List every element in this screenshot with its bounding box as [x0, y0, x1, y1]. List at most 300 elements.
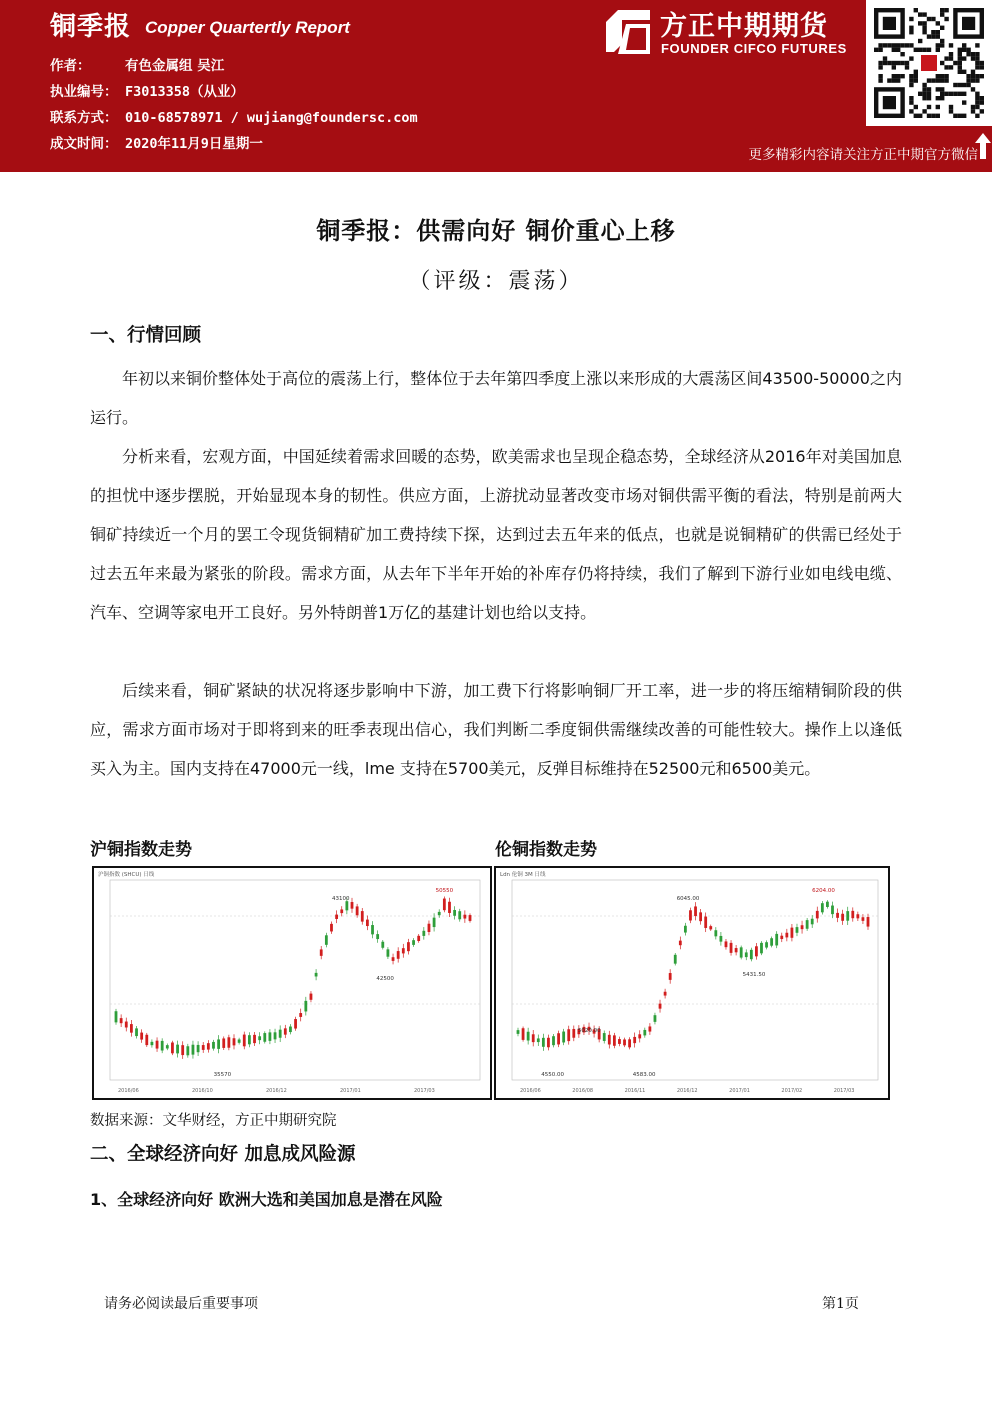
- qr-module: [896, 48, 900, 52]
- candle-body: [238, 1039, 241, 1042]
- qr-module: [922, 87, 926, 91]
- qr-module: [936, 87, 940, 91]
- chart-shfe-copper: [92, 866, 492, 1100]
- candle-body: [371, 925, 374, 934]
- qr-module: [944, 65, 948, 69]
- candle-body: [366, 920, 369, 926]
- candle-body: [755, 946, 758, 956]
- candle-body: [376, 934, 379, 939]
- shfe-candlestick-chart: [94, 868, 490, 1098]
- qr-module: [922, 83, 926, 87]
- candle-body: [217, 1039, 220, 1048]
- qr-module: [931, 34, 935, 38]
- qr-module: [971, 87, 975, 91]
- candle-body: [135, 1028, 138, 1036]
- qr-module: [909, 56, 913, 60]
- candle-body: [770, 938, 773, 945]
- qr-module: [975, 74, 979, 78]
- candle-body: [623, 1039, 626, 1045]
- candle-body: [552, 1036, 555, 1045]
- candle-body: [517, 1030, 520, 1034]
- qr-module: [975, 61, 979, 65]
- candle-body: [709, 926, 712, 929]
- candle-body: [801, 925, 804, 929]
- qr-module: [878, 43, 882, 47]
- candle-body: [567, 1029, 570, 1041]
- candle-body: [412, 940, 415, 945]
- qr-module: [975, 100, 979, 104]
- candle-body: [325, 935, 328, 945]
- candle-body: [397, 951, 400, 959]
- candle-body: [765, 942, 768, 947]
- candle-body: [171, 1043, 174, 1054]
- qr-module: [909, 26, 913, 30]
- date-tick-label: 2017/01: [729, 1088, 750, 1094]
- qr-module: [927, 48, 931, 52]
- candle-body: [633, 1037, 636, 1043]
- candle-body: [522, 1028, 525, 1040]
- qr-module: [958, 65, 962, 69]
- license-value: F3013358（从业）: [125, 84, 245, 100]
- candle-body: [222, 1038, 225, 1047]
- price-annotation: 4583.00: [632, 1072, 656, 1078]
- qr-code-icon: [866, 0, 992, 126]
- qr-module: [887, 78, 891, 82]
- qr-module: [936, 105, 940, 109]
- qr-module: [918, 21, 922, 25]
- qr-module: [878, 65, 882, 69]
- candle-body: [263, 1033, 266, 1042]
- qr-module: [914, 70, 918, 74]
- date-tick-label: 2017/03: [833, 1088, 855, 1094]
- price-annotation: 35570: [213, 1072, 232, 1078]
- candle-body: [851, 911, 854, 918]
- candle-body: [862, 917, 865, 921]
- candle-body: [608, 1035, 611, 1045]
- qr-module: [927, 114, 931, 118]
- chart-bg: [496, 868, 888, 1098]
- price-annotation: 50550: [435, 888, 454, 894]
- brand-name-en: FOUNDER CIFCO FUTURES: [661, 41, 847, 56]
- qr-module: [922, 109, 926, 113]
- candle-body: [330, 924, 333, 932]
- candle-body: [791, 928, 794, 938]
- qr-module: [975, 96, 979, 100]
- qr-module: [922, 26, 926, 30]
- qr-module: [975, 65, 979, 69]
- candle-body: [151, 1042, 154, 1045]
- candle-body: [719, 936, 722, 942]
- qr-module: [931, 78, 935, 82]
- candle-body: [192, 1045, 195, 1055]
- qr-module: [909, 83, 913, 87]
- qr-module: [975, 78, 979, 82]
- qr-module: [914, 105, 918, 109]
- candle-body: [648, 1026, 651, 1031]
- candle-body: [659, 1004, 662, 1009]
- qr-module: [874, 48, 878, 52]
- qr-module: [878, 48, 882, 52]
- qr-module: [962, 48, 966, 52]
- price-annotation: 43100: [332, 896, 350, 902]
- qr-module: [971, 56, 975, 60]
- qr-module: [980, 74, 984, 78]
- candle-body: [826, 902, 829, 907]
- candle-body: [750, 950, 753, 959]
- qr-module: [936, 21, 940, 25]
- candle-body: [417, 936, 420, 941]
- report-type-subtitle: Copper Quartertly Report: [145, 18, 350, 37]
- qr-finder-core: [962, 17, 975, 30]
- qr-module: [936, 30, 940, 34]
- qr-module: [896, 61, 900, 65]
- qr-module: [962, 43, 966, 47]
- candle-body: [161, 1041, 164, 1051]
- qr-module: [909, 109, 913, 113]
- qr-module: [936, 43, 940, 47]
- qr-module: [980, 61, 984, 65]
- candle-body: [130, 1024, 133, 1033]
- qr-module: [949, 65, 953, 69]
- candle-body: [294, 1019, 297, 1028]
- qr-module: [878, 61, 882, 65]
- qr-module: [927, 78, 931, 82]
- date-tick-label: 2016/06: [520, 1088, 541, 1094]
- price-annotation: 6045.00: [676, 896, 700, 902]
- data-source: 数据来源：文华财经，方正中期研究院: [90, 1113, 337, 1129]
- candle-body: [714, 930, 717, 936]
- candle-body: [603, 1033, 606, 1041]
- candle-body: [212, 1042, 215, 1049]
- qr-module: [980, 65, 984, 69]
- qr-module: [922, 12, 926, 16]
- candle-body: [542, 1038, 545, 1047]
- candle-body: [458, 911, 461, 919]
- candle-body: [699, 912, 702, 921]
- candle-body: [537, 1038, 540, 1042]
- qr-module: [918, 48, 922, 52]
- candle-body: [796, 927, 799, 933]
- qr-module: [931, 17, 935, 21]
- qr-module: [940, 87, 944, 91]
- candle-body: [356, 906, 359, 915]
- qr-module: [878, 74, 882, 78]
- qr-module: [918, 39, 922, 43]
- qr-module: [962, 83, 966, 87]
- candle-body: [785, 933, 788, 938]
- candle-body: [643, 1030, 646, 1035]
- qr-module: [944, 74, 948, 78]
- date-tick-label: 2016/12: [676, 1088, 698, 1094]
- candle-body: [335, 915, 338, 919]
- date-tick-label: 2016/11: [624, 1088, 646, 1094]
- qr-module: [958, 70, 962, 74]
- qr-module: [949, 92, 953, 96]
- candle-body: [289, 1027, 292, 1033]
- qr-module: [966, 83, 970, 87]
- candle-body: [704, 917, 707, 928]
- brand-name-cn: 方正中期期货: [660, 11, 828, 42]
- qr-module: [966, 48, 970, 52]
- qr-module: [980, 96, 984, 100]
- qr-module: [966, 74, 970, 78]
- qr-module: [953, 61, 957, 65]
- qr-module: [962, 100, 966, 104]
- qr-module: [936, 114, 940, 118]
- subsection-heading-risks: 1、全球经济向好 欧洲大选和美国加息是潜在风险: [90, 1190, 443, 1209]
- date-tick-label: 2017/01: [340, 1088, 361, 1094]
- qr-module: [883, 43, 887, 47]
- qr-module: [931, 30, 935, 34]
- candle-body: [340, 909, 343, 913]
- price-annotation: 6204.00: [812, 888, 835, 894]
- qr-module: [980, 109, 984, 113]
- qr-module: [887, 61, 891, 65]
- candle-body: [438, 912, 441, 915]
- qr-module: [971, 109, 975, 113]
- qr-module: [971, 52, 975, 56]
- chart-caption-lme: 伦铜指数走势: [495, 840, 597, 860]
- qr-module: [962, 70, 966, 74]
- qr-module: [975, 105, 979, 109]
- price-annotation: 42500: [376, 976, 394, 982]
- contact-label: 联系方式：: [50, 110, 118, 126]
- qr-module: [892, 61, 896, 65]
- qr-module: [944, 8, 948, 12]
- candle-body: [422, 931, 425, 936]
- candle-body: [443, 899, 446, 911]
- report-type-title: 铜季报: [50, 12, 132, 42]
- contact-value: 010-68578971 / wujiang@foundersc.com: [125, 110, 418, 126]
- candle-body: [125, 1022, 128, 1028]
- qr-module: [962, 114, 966, 118]
- document-title: 铜季报：供需向好 铜价重心上移: [316, 217, 676, 245]
- qr-module: [892, 65, 896, 69]
- qr-module: [936, 78, 940, 82]
- candle-body: [304, 1001, 307, 1012]
- candle-body: [448, 902, 451, 913]
- qr-module: [927, 17, 931, 21]
- candle-body: [557, 1033, 560, 1044]
- qr-module: [949, 56, 953, 60]
- candle-body: [689, 910, 692, 920]
- candle-body: [674, 955, 677, 964]
- candle-body: [760, 943, 763, 953]
- qr-module: [909, 30, 913, 34]
- qr-module: [958, 56, 962, 60]
- date-row: [50, 132, 263, 152]
- date-label: 成文时间：: [50, 136, 118, 152]
- qr-module: [909, 74, 913, 78]
- qr-module: [940, 78, 944, 82]
- qr-module: [940, 92, 944, 96]
- candle-body: [381, 942, 384, 948]
- candle-body: [811, 919, 814, 925]
- qr-module: [971, 78, 975, 82]
- candle-body: [233, 1038, 236, 1045]
- candle-body: [841, 914, 844, 921]
- qr-module: [958, 61, 962, 65]
- candle-body: [532, 1034, 535, 1042]
- candle-body: [243, 1035, 246, 1047]
- qr-module: [892, 48, 896, 52]
- qr-module: [905, 65, 909, 69]
- follow-wechat-text: 更多精彩内容请关注方正中期官方微信: [748, 147, 978, 163]
- candle-body: [227, 1037, 230, 1047]
- qr-module: [883, 56, 887, 60]
- qr-module: [914, 114, 918, 118]
- candle-body: [299, 1013, 302, 1017]
- qr-module: [936, 34, 940, 38]
- qr-module: [958, 48, 962, 52]
- qr-module: [922, 48, 926, 52]
- qr-module: [927, 34, 931, 38]
- candle-body: [730, 943, 733, 953]
- qr-module: [918, 12, 922, 16]
- candle-body: [315, 973, 318, 977]
- candle-body: [166, 1045, 169, 1048]
- qr-module: [958, 52, 962, 56]
- candle-body: [836, 913, 839, 918]
- qr-module: [936, 48, 940, 52]
- candle-body: [775, 934, 778, 946]
- qr-module: [975, 43, 979, 47]
- qr-module: [883, 61, 887, 65]
- candle-body: [613, 1035, 616, 1045]
- qr-module: [896, 74, 900, 78]
- chart-bg: [94, 868, 490, 1098]
- qr-module: [936, 74, 940, 78]
- candle-body: [780, 936, 783, 939]
- qr-module: [971, 74, 975, 78]
- license-label: 执业编号：: [50, 84, 118, 100]
- qr-module: [940, 43, 944, 47]
- chart-header-text: 沪铜指数 (SHCU) 日线: [98, 872, 155, 878]
- qr-module: [931, 114, 935, 118]
- qr-module: [900, 52, 904, 56]
- qr-module: [892, 74, 896, 78]
- candle-body: [453, 910, 456, 916]
- date-tick-label: 2016/10: [192, 1088, 213, 1094]
- candle-body: [176, 1045, 179, 1054]
- qr-module: [922, 92, 926, 96]
- qr-module: [958, 114, 962, 118]
- qr-module: [927, 105, 931, 109]
- candle-body: [345, 901, 348, 910]
- qr-module: [953, 114, 957, 118]
- qr-module: [909, 78, 913, 82]
- qr-module: [944, 56, 948, 60]
- candle-body: [572, 1029, 575, 1038]
- candle-body: [274, 1032, 277, 1039]
- qr-module: [958, 92, 962, 96]
- date-tick-label: 2017/02: [781, 1088, 803, 1094]
- candle-body: [831, 906, 834, 915]
- chart-lme-copper: [494, 866, 890, 1100]
- report-header: [0, 0, 992, 172]
- price-annotation: 5431.50: [742, 972, 766, 978]
- candle-body: [145, 1035, 148, 1045]
- candle-body: [181, 1045, 184, 1055]
- candle-body: [547, 1038, 550, 1047]
- candle-body: [745, 952, 748, 957]
- license-row: [50, 80, 244, 100]
- contact-row: [50, 106, 418, 126]
- candle-body: [684, 926, 687, 933]
- qr-module: [914, 8, 918, 12]
- qr-module: [953, 83, 957, 87]
- qr-module: [896, 43, 900, 47]
- candle-body: [725, 941, 728, 947]
- qr-module: [971, 105, 975, 109]
- qr-module: [914, 78, 918, 82]
- date-tick-label: 2016/06: [118, 1088, 139, 1094]
- page-number: 第1页: [822, 1296, 859, 1312]
- qr-module: [971, 70, 975, 74]
- candle-body: [654, 1015, 657, 1022]
- paragraph-analysis: 分析来看，宏观方面，中国延续着需求回暖的态势，欧美需求也呈现企稳态势，全球经济从2016年对美国加息的担忧中逐步摆脱，开始显现本身的韧性。供应方面，上游扰动显著改变市场对铜供需平衡的看法，特别是前两大铜矿持续近一个月的罢工令现货铜精矿加工费持续下探，达到过去五年来的低点，也就是说铜精矿的供需已经处于过去五年来最为紧张的阶段。需求方面，从去年下半年开始的补库存仍将持续，我们了解到下游行业如电线电缆、汽车、空调等家电开工良好。另外特朗普1万亿的基建计划也给以支持。: [90, 447, 902, 622]
- candle-body: [207, 1043, 210, 1049]
- candle-body: [433, 918, 436, 927]
- candle-body: [115, 1011, 118, 1022]
- candle-body: [248, 1035, 251, 1044]
- candle-body: [740, 947, 743, 957]
- candle-body: [392, 957, 395, 961]
- candle-body: [310, 994, 313, 1000]
- date-tick-label: 2017/03: [414, 1088, 435, 1094]
- document-rating: （评级：震荡）: [408, 269, 584, 294]
- qr-module: [909, 96, 913, 100]
- candle-body: [628, 1039, 631, 1047]
- chart-header-text: Ldn 伦铜 3M 日线: [500, 872, 546, 878]
- chart-caption-shfe: 沪铜指数走势: [90, 840, 192, 860]
- date-tick-label: 2016/08: [572, 1088, 594, 1094]
- qr-module: [975, 52, 979, 56]
- qr-module: [980, 100, 984, 104]
- qr-module: [962, 56, 966, 60]
- qr-module: [949, 105, 953, 109]
- candle-body: [284, 1028, 287, 1034]
- candle-body: [156, 1041, 159, 1049]
- candle-body: [202, 1045, 205, 1050]
- up-arrow-icon: [974, 132, 992, 160]
- candle-body: [463, 915, 466, 919]
- candle-body: [269, 1032, 272, 1040]
- candle-body: [428, 924, 431, 932]
- candle-body: [846, 911, 849, 921]
- qr-module: [953, 92, 957, 96]
- candle-body: [618, 1039, 621, 1044]
- qr-module: [892, 78, 896, 82]
- qr-module: [878, 78, 882, 82]
- qr-module: [940, 26, 944, 30]
- qr-module: [975, 92, 979, 96]
- qr-module: [944, 78, 948, 82]
- candle-body: [816, 911, 819, 918]
- candle-body: [279, 1030, 282, 1038]
- qr-module: [940, 8, 944, 12]
- qr-module: [900, 43, 904, 47]
- candle-body: [186, 1046, 189, 1055]
- candle-body: [527, 1032, 530, 1041]
- candle-body: [387, 949, 390, 956]
- qr-module: [922, 96, 926, 100]
- qr-module: [914, 48, 918, 52]
- date-tick-label: 2016/12: [266, 1088, 287, 1094]
- candle-body: [407, 942, 410, 951]
- candle-body: [140, 1033, 143, 1040]
- author-value: 有色金属组 吴江: [125, 58, 225, 74]
